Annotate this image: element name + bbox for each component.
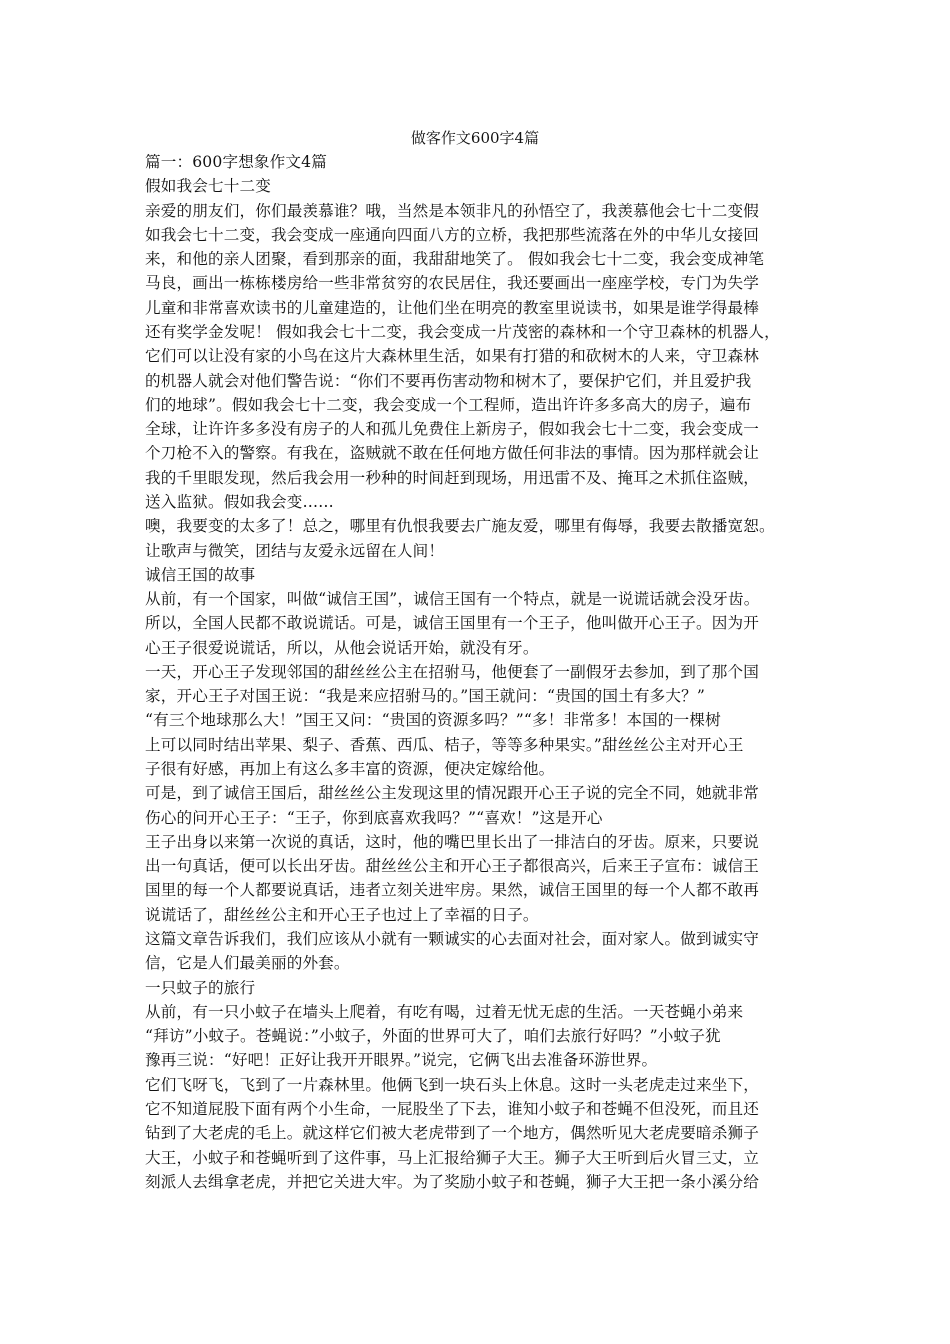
text-line: 诚信王国的故事 [145, 565, 256, 584]
text-line: 个刀枪不入的警察。有我在，盗贼就不敢在任何地方做任何非法的事情。因为那样就会让 [145, 444, 760, 463]
text-line: 我的千里眼发现，然后我会用一秒种的时间赶到现场，用迅雷不及、掩耳之术抓住盗贼， [145, 468, 760, 487]
text-line: 送入监狱。假如我会变…… [145, 492, 334, 511]
text-line: 全球，让许许多多没有房子的人和孤儿免费住上新房子，假如我会七十二变，我会变成一 [145, 420, 760, 439]
text-line: 国里的每一个人都要说真话，违者立刻关进牢房。果然，诚信王国里的每一个人都不敢再 [145, 881, 760, 900]
text-line: 还有奖学金发呢！ 假如我会七十二变，我会变成一片茂密的森林和一个守卫森林的机器人， [145, 323, 780, 341]
text-line: 一天，开心王子发现邻国的甜丝丝公主在招驸马，他便套了一副假牙去参加，到了那个国 [145, 662, 760, 681]
text-line: 让歌声与微笑，团结与友爱永远留在人间！ [145, 541, 445, 560]
text-line: 从前，有一个国家，叫做“诚信王国”，诚信王国有一个特点，就是一说谎话就会没牙齿。 [145, 590, 760, 608]
text-line: 家，开心王子对国王说：“我是来应招驸马的。”国王就问：“贵国的国土有多大？” [145, 687, 705, 706]
text-line: 它不知道屁股下面有两个小生命，一屁股坐了下去，谁知小蚊子和苍蝇不但没死，而且还 [145, 1099, 760, 1118]
text-line: 上可以同时结出苹果、梨子、香蕉、西瓜、桔子，等等多种果实。”甜丝丝公主对开心王 [145, 735, 744, 754]
text-line: 钻到了大老虎的毛上。就这样它们被大老虎带到了一个地方，偶然听见大老虎要暗杀狮子 [145, 1124, 760, 1143]
text-line: 亲爱的朋友们，你们最羡慕谁？哦，当然是本领非凡的孙悟空了，我羡慕他会七十二变假 [145, 201, 760, 220]
text-line: 们的地球”。假如我会七十二变，我会变成一个工程师，造出许许多多高大的房子，遍布 [145, 395, 752, 414]
text-line: 从前，有一只小蚊子在墙头上爬着，有吃有喝，过着无忧无虑的生活。一天苍蝇小弟来 [145, 1002, 744, 1021]
text-line: 篇一：600字想象作文4篇 [145, 153, 327, 171]
text-line: 所以，全国人民都不敢说谎话。可是，诚信王国里有一个王子，他叫做开心王子。因为开 [145, 614, 760, 633]
text-line: 信，它是人们最美丽的外套。 [145, 954, 350, 973]
text-line: 大王，小蚊子和苍蝇听到了这件事，马上汇报给狮子大王。狮子大王听到后火冒三丈，立 [145, 1148, 760, 1167]
text-line: 可是，到了诚信王国后，甜丝丝公主发现这里的情况跟开心王子说的完全不同，她就非常 [145, 784, 760, 803]
text-line: 它们可以让没有家的小鸟在这片大森林里生活，如果有打猎的和砍树木的人来，守卫森林 [145, 347, 760, 366]
text-line: 儿童和非常喜欢读书的儿童建造的，让他们坐在明亮的教室里说读书，如果是谁学得最棒 [145, 298, 760, 317]
text-line: 这篇文章告诉我们，我们应该从小就有一颗诚实的心去面对社会，面对家人。做到诚实守 [145, 930, 760, 948]
document-title: 做客作文600字4篇 [410, 129, 540, 147]
text-line: 它们飞呀飞，飞到了一片森林里。他俩飞到一块石头上休息。这时一头老虎走过来坐下， [145, 1075, 760, 1094]
text-line: 噢，我要变的太多了！总之，哪里有仇恨我要去广施友爱，哪里有侮辱，我要去散播宽恕。 [145, 517, 775, 536]
text-line: 子很有好感，再加上有这么多丰富的资源，便决定嫁给他。 [145, 760, 555, 778]
text-line: 一只蚊子的旅行 [145, 978, 256, 997]
text-line: 刻派人去缉拿老虎，并把它关进大牢。为了奖励小蚊子和苍蝇，狮子大王把一条小溪分给 [145, 1172, 760, 1191]
text-line: 豫再三说：“好吧！正好让我开开眼界。”说完，它俩飞出去准备环游世界。 [145, 1051, 658, 1070]
text-line: 伤心的问开心王子：“王子，你到底喜欢我吗？”“喜欢！”这是开心 [145, 808, 603, 827]
text-line: 出一句真话，便可以长出牙齿。甜丝丝公主和开心王子都很高兴，后来王子宣布：诚信王 [145, 857, 760, 876]
text-line: 的机器人就会对他们警告说：“你们不要再伤害动物和树木了，要保护它们，并且爱护我 [145, 371, 752, 390]
text-line: 王子出身以来第一次说的真话，这时，他的嘴巴里长出了一排洁白的牙齿。原来，只要说 [145, 832, 760, 851]
text-line: 心王子很爱说谎话，所以，从他会说话开始，就没有牙。 [145, 638, 539, 657]
text-line: 假如我会七十二变 [145, 177, 271, 196]
text-line: “拜访”小蚊子。苍蝇说：”小蚊子，外面的世界可大了，咱们去旅行好吗？”小蚊子犹 [145, 1027, 721, 1046]
text-line: 来，和他的亲人团聚，看到那亲的面，我甜甜地笑了。 假如我会七十二变，我会变成神笔 [145, 250, 765, 269]
text-line: 如我会七十二变，我会变成一座通向四面八方的立桥，我把那些流落在外的中华儿女接回 [145, 225, 760, 244]
text-line: 马良，画出一栋栋楼房给一些非常贫穷的农民居住，我还要画出一座座学校，专门为失学 [145, 274, 760, 293]
text-line: “有三个地球那么大！”国王又问：“贵国的资源多吗？”“多！非常多！本国的一棵树 [145, 711, 721, 730]
text-line: 说谎话了，甜丝丝公主和开心王子也过上了幸福的日子。 [145, 905, 539, 924]
